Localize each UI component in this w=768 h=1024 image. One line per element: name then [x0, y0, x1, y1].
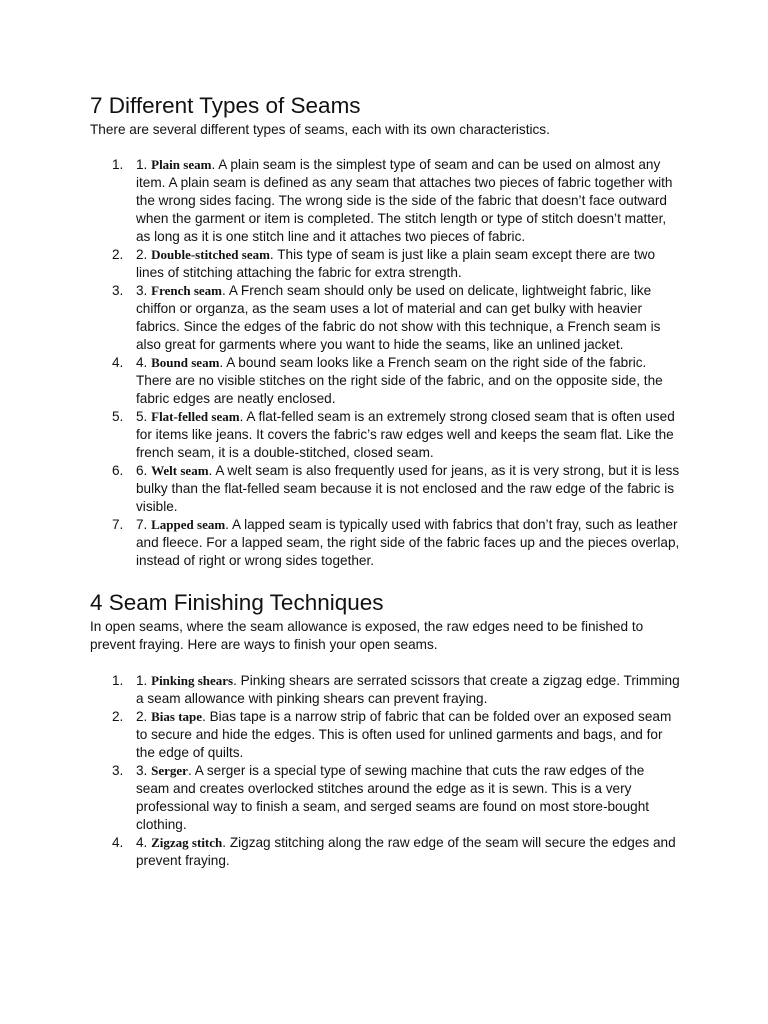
item-term: French seam — [151, 283, 223, 298]
item-text: . A plain seam is the simplest type of seam and can be used on almost any item. A plain seam is defined as any seam that attaches two pieces of fabric together with the wrong sides facing. The wrong side is the side of the fabric that doesn’t face outward when the garment or item is completed. The stitch length or type of stitch doesn’t matter, as long as it is one stitch line and it attaches two pieces of fabric. — [136, 157, 673, 244]
seam-types-list — [90, 156, 680, 570]
item-prefix: 1. — [136, 157, 148, 172]
list-marker: 2. — [112, 247, 124, 262]
list-item — [90, 408, 680, 462]
item-text: . A welt seam is also frequently used for jeans, as it is very strong, but it is less bulky than the flat-felled seam because it is not enclosed and the raw edge of the fabric is visible. — [136, 463, 680, 514]
item-prefix: 7. — [136, 517, 148, 532]
item-term: Double-stitched seam — [151, 247, 270, 262]
item-term: Bound seam — [151, 355, 220, 370]
item-term: Zigzag stitch — [151, 835, 223, 850]
item-text: . A lapped seam is typically used with fabrics that don’t fray, such as leather and fleece. For a lapped seam, the right side of the fabric faces up and the pieces overlap, instead of right or wrong sides together. — [136, 517, 680, 568]
item-term: Flat-felled seam — [151, 409, 240, 424]
item-term: Welt seam — [151, 463, 209, 478]
list-item — [90, 282, 680, 354]
list-item — [90, 156, 680, 246]
section-heading: 7 Different Types of Seams — [90, 93, 361, 118]
item-text: . Bias tape is a narrow strip of fabric that can be folded over an exposed seam to secure and hide the edges. This is often used for unlined garments and bags, and for the edge of quilts. — [136, 709, 672, 760]
item-term: Bias tape — [151, 709, 203, 724]
section-intro: There are several different types of seams, each with its own characteristics. — [90, 122, 550, 137]
list-item — [90, 708, 680, 762]
list-item — [90, 462, 680, 516]
item-term: Plain seam — [151, 157, 212, 172]
item-term: Lapped seam — [151, 517, 226, 532]
list-marker: 3. — [112, 763, 124, 778]
item-text: . A serger is a special type of sewing machine that cuts the raw edges of the seam and creates overlocked stitches around the edge as it is sewn. This is a very professional way to finish a seam, and serged seams are found on most store-bought clothing. — [136, 763, 650, 832]
section-finishing-techniques — [90, 590, 680, 870]
item-text: . A French seam should only be used on delicate, lightweight fabric, like chiffon or organza, as the seam uses a lot of material and can get bulky with heavier fabrics. Since the edges of the fabric do not show with this technique, a French seam is also great for garments where you want to hide the seams, like an unlined jacket. — [136, 283, 661, 352]
list-item — [90, 762, 680, 834]
item-text: . A bound seam looks like a French seam on the right side of the fabric. There are no visible stitches on the right side of the fabric, and on the opposite side, the fabric edges are neatly enclosed. — [136, 355, 663, 406]
item-term: Pinking shears — [151, 673, 234, 688]
list-marker: 4. — [112, 835, 124, 850]
item-prefix: 6. — [136, 463, 148, 478]
section-heading: 4 Seam Finishing Techniques — [90, 590, 384, 615]
list-marker: 2. — [112, 709, 124, 724]
document-page — [90, 93, 680, 870]
list-marker: 7. — [112, 517, 124, 532]
list-marker: 3. — [112, 283, 124, 298]
list-item — [90, 672, 680, 708]
list-marker: 1. — [112, 673, 124, 688]
item-prefix: 1. — [136, 673, 148, 688]
list-item — [90, 354, 680, 408]
item-text: . Zigzag stitching along the raw edge of the seam will secure the edges and prevent fraying. — [136, 835, 676, 868]
item-prefix: 3. — [136, 763, 148, 778]
item-prefix: 5. — [136, 409, 148, 424]
list-item — [90, 246, 680, 282]
list-marker: 1. — [112, 157, 124, 172]
list-marker: 5. — [112, 409, 124, 424]
item-text: . A flat-felled seam is an extremely strong closed seam that is often used for items like jeans. It covers the fabric’s raw edges well and keeps the seam flat. Like the french seam, it is a double-stitched, closed seam. — [136, 409, 675, 460]
item-prefix: 4. — [136, 355, 148, 370]
section-intro: In open seams, where the seam allowance is exposed, the raw edges need to be finished to prevent fraying. Here are ways to finish your open seams. — [90, 619, 644, 652]
item-text: . This type of seam is just like a plain seam except there are two lines of stitching attaching the fabric for extra strength. — [136, 247, 656, 280]
item-prefix: 4. — [136, 835, 148, 850]
item-text: . Pinking shears are serrated scissors that create a zigzag edge. Trimming a seam allowance with pinking shears can prevent fraying. — [136, 673, 680, 706]
item-prefix: 2. — [136, 247, 148, 262]
list-marker: 4. — [112, 355, 124, 370]
item-term: Serger — [151, 763, 188, 778]
item-prefix: 3. — [136, 283, 148, 298]
list-item — [90, 834, 680, 870]
item-prefix: 2. — [136, 709, 148, 724]
list-marker: 6. — [112, 463, 124, 478]
list-item — [90, 516, 680, 570]
section-seam-types — [90, 93, 680, 570]
finishing-techniques-list — [90, 672, 680, 870]
